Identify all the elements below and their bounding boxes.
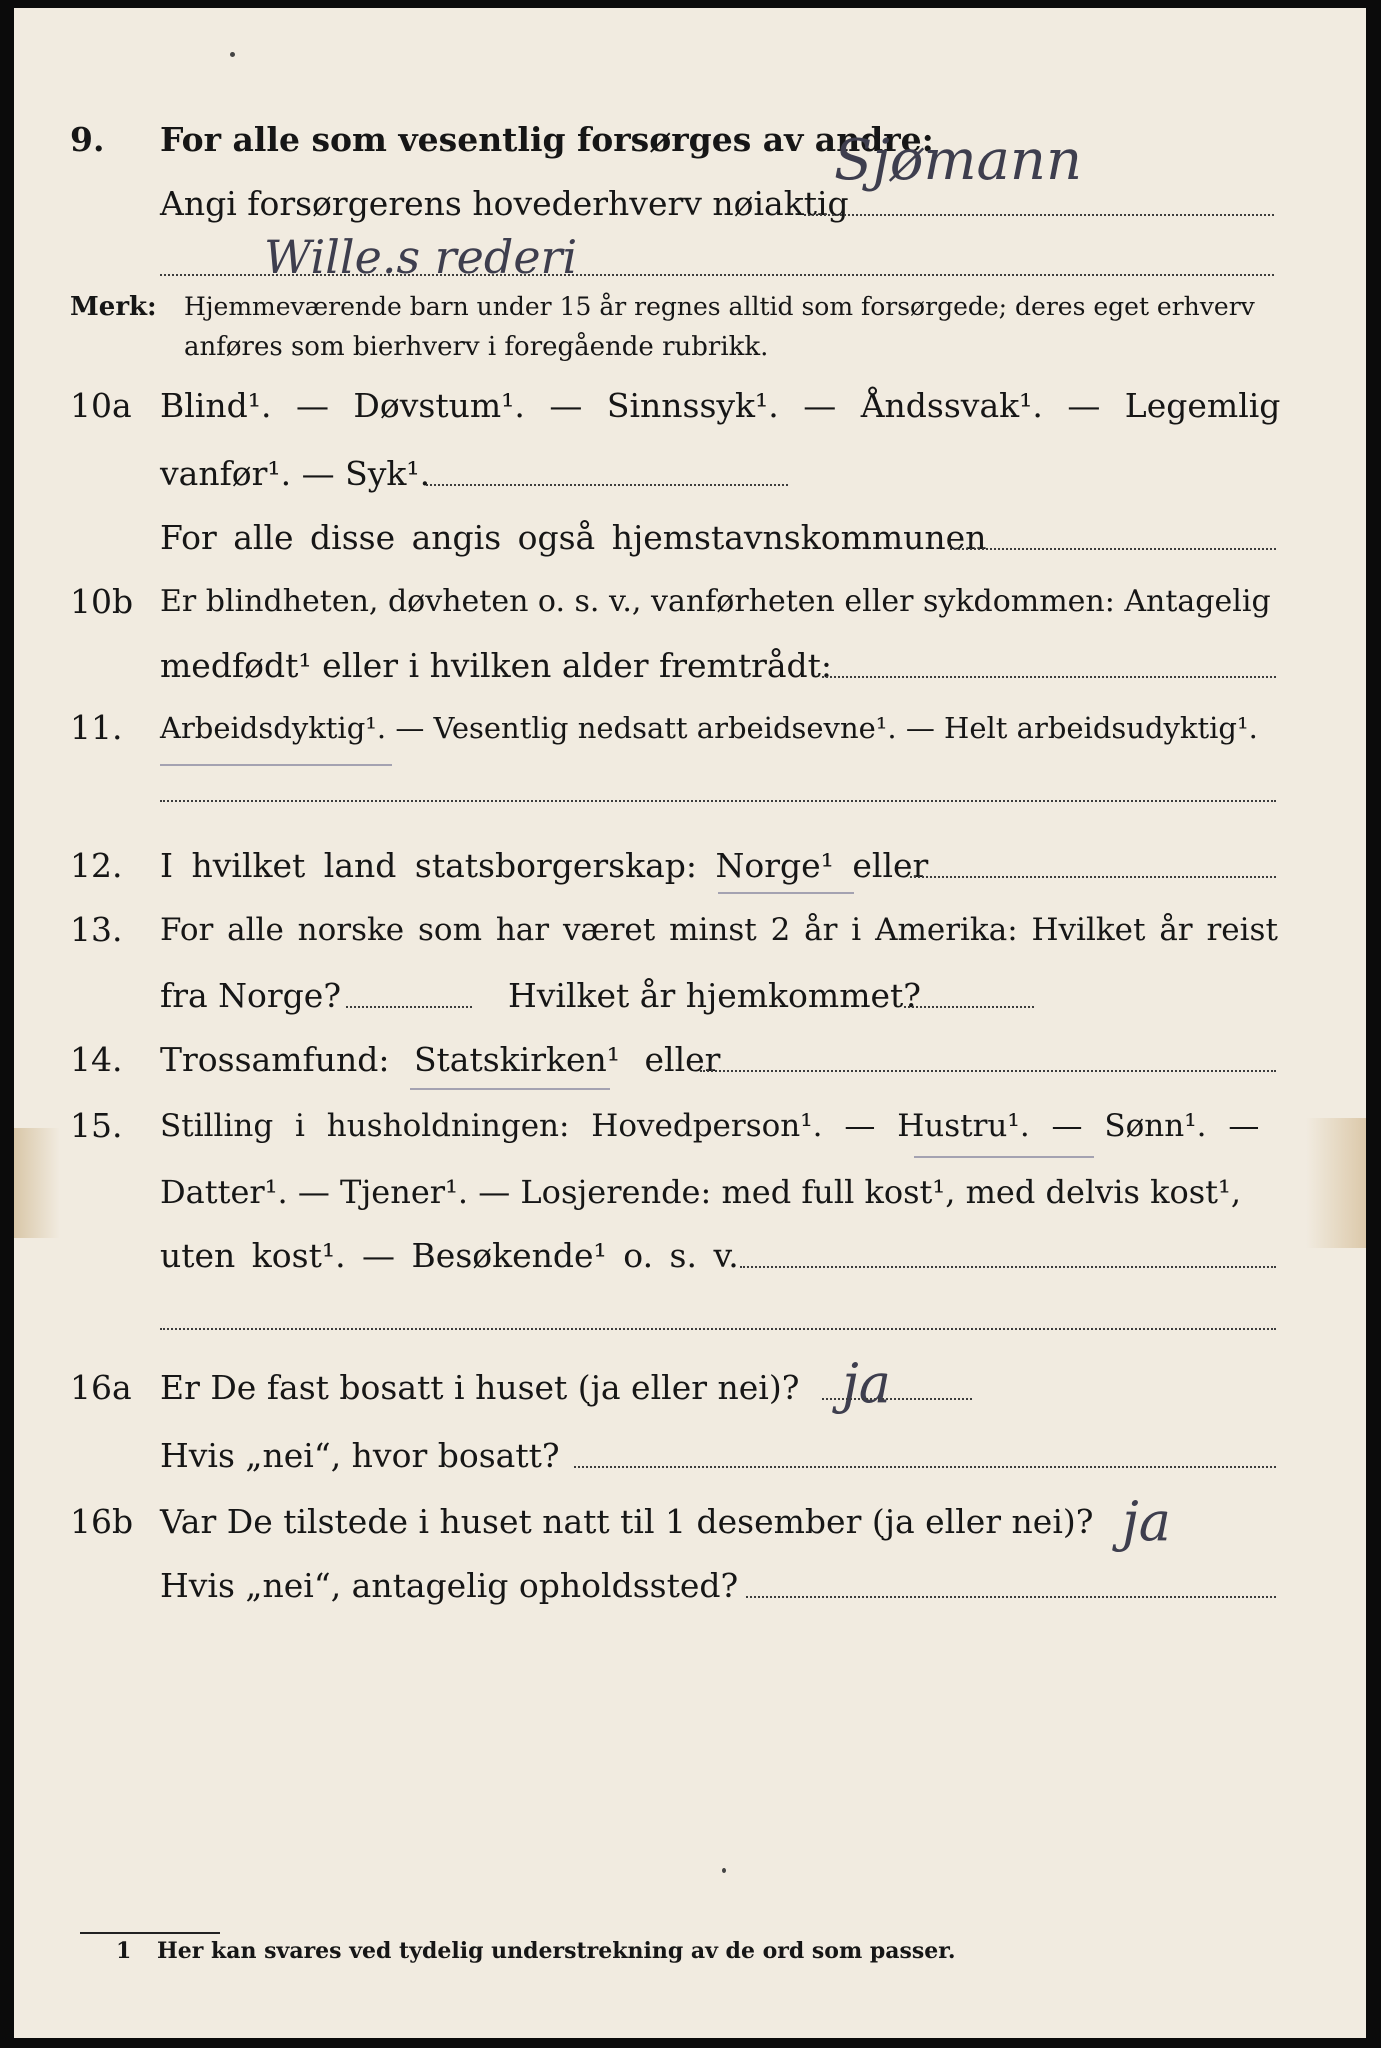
answer-line [746, 1596, 1276, 1598]
question-text: Var De tilstede i huset natt til 1 desember (ja eller nei)? [160, 1502, 1094, 1541]
answer-line [160, 1328, 1276, 1330]
question-text: For alle norske som har været minst 2 år i Amerika: Hvilket år reist [160, 912, 1278, 948]
question-number: 16a [70, 1368, 132, 1407]
question-text: medfødt¹ eller i hvilken alder fremtrådt: [160, 646, 833, 685]
footnote [116, 1938, 956, 1964]
answer-line [700, 1070, 1276, 1072]
answer-underline [718, 892, 854, 894]
question-number: 15. [70, 1106, 123, 1145]
answer-underline [410, 1088, 610, 1090]
answer-line [910, 876, 1276, 878]
question-number: 13. [70, 910, 123, 949]
answer-underline [160, 764, 392, 766]
handwritten-answer-employer: Wille.s rederi [264, 230, 578, 284]
footnote-marker: 1 [116, 1938, 132, 1964]
answer-line [950, 548, 1276, 550]
question-text: Stilling i husholdningen: Hovedperson¹. — Hustru¹. — Sønn¹. — [160, 1108, 1260, 1144]
footnote-text: Her kan svares ved tydelig understrekning av de ord som passer. [156, 1938, 956, 1964]
question-text: fra Norge? [160, 976, 342, 1015]
ink-speck [230, 52, 235, 57]
census-form-page [14, 8, 1366, 2038]
question-text: I hvilket land statsborgerskap: Norge¹ eller [160, 846, 929, 885]
handwritten-answer-occupation: Sjømann [834, 128, 1083, 193]
handwritten-answer-resident: ja [842, 1352, 891, 1415]
answer-line [822, 676, 1276, 678]
footnote-rule [80, 1932, 220, 1934]
answer-line [804, 214, 1274, 216]
question-text: Hvis „nei“, antagelig opholdssted? [160, 1566, 739, 1605]
question-text: Datter¹. — Tjener¹. — Losjerende: med full kost¹, med delvis kost¹, [160, 1173, 1242, 1211]
question-text: Angi forsørgerens hovederhverv nøiaktig [160, 184, 849, 223]
answer-line [346, 1006, 472, 1008]
form-sheet [14, 8, 1366, 2038]
question-number: 9. [70, 120, 105, 159]
question-number: 12. [70, 846, 123, 885]
question-text: uten kost¹. — Besøkende¹ o. s. v. [160, 1236, 739, 1275]
answer-underline [914, 1156, 1094, 1158]
answer-line [160, 274, 1274, 276]
note-label: Merk: [70, 292, 157, 322]
answer-line [822, 1398, 972, 1400]
question-text: Hvilket år hjemkommet? [508, 976, 921, 1015]
answer-line [160, 800, 1276, 802]
ink-speck [722, 1868, 726, 1873]
question-text: Hvis „nei“, hvor bosatt? [160, 1436, 560, 1475]
question-text: vanfør¹. — Syk¹. [160, 454, 431, 493]
paper-stain-right [1306, 1118, 1366, 1248]
paper-stain-left [14, 1128, 60, 1238]
question-number: 11. [70, 708, 123, 747]
question-text: Arbeidsdyktig¹. — Vesentlig nedsatt arbeidsevne¹. — Helt arbeidsudyktig¹. [160, 711, 1258, 745]
question-number: 10b [70, 582, 134, 621]
question-text: Er De fast bosatt i huset (ja eller nei)? [160, 1368, 800, 1407]
note-text: Hjemmeværende barn under 15 år regnes alltid som forsørgede; deres eget erhverv [184, 292, 1255, 321]
question-number: 14. [70, 1040, 123, 1079]
answer-line [426, 484, 788, 486]
question-text: Blind¹. — Døvstum¹. — Sinnssyk¹. — Åndssvak¹. — Legemlig [160, 386, 1281, 425]
handwritten-answer-present: ja [1122, 1490, 1171, 1553]
answer-line [740, 1266, 1276, 1268]
question-text: For alle disse angis også hjemstavnskommunen [160, 518, 987, 557]
question-number: 16b [70, 1502, 134, 1541]
question-text: Trossamfund: Statskirken¹ eller [160, 1040, 721, 1079]
answer-line [574, 1466, 1276, 1468]
note-text: anføres som bierhverv i foregående rubrikk. [184, 332, 769, 362]
question-text: For alle som vesentlig forsørges av andre: [160, 120, 934, 159]
question-number: 10a [70, 386, 132, 425]
answer-line [904, 1006, 1034, 1008]
question-text: Er blindheten, døvheten o. s. v., vanførheten eller sykdommen: Antagelig [160, 584, 1271, 619]
